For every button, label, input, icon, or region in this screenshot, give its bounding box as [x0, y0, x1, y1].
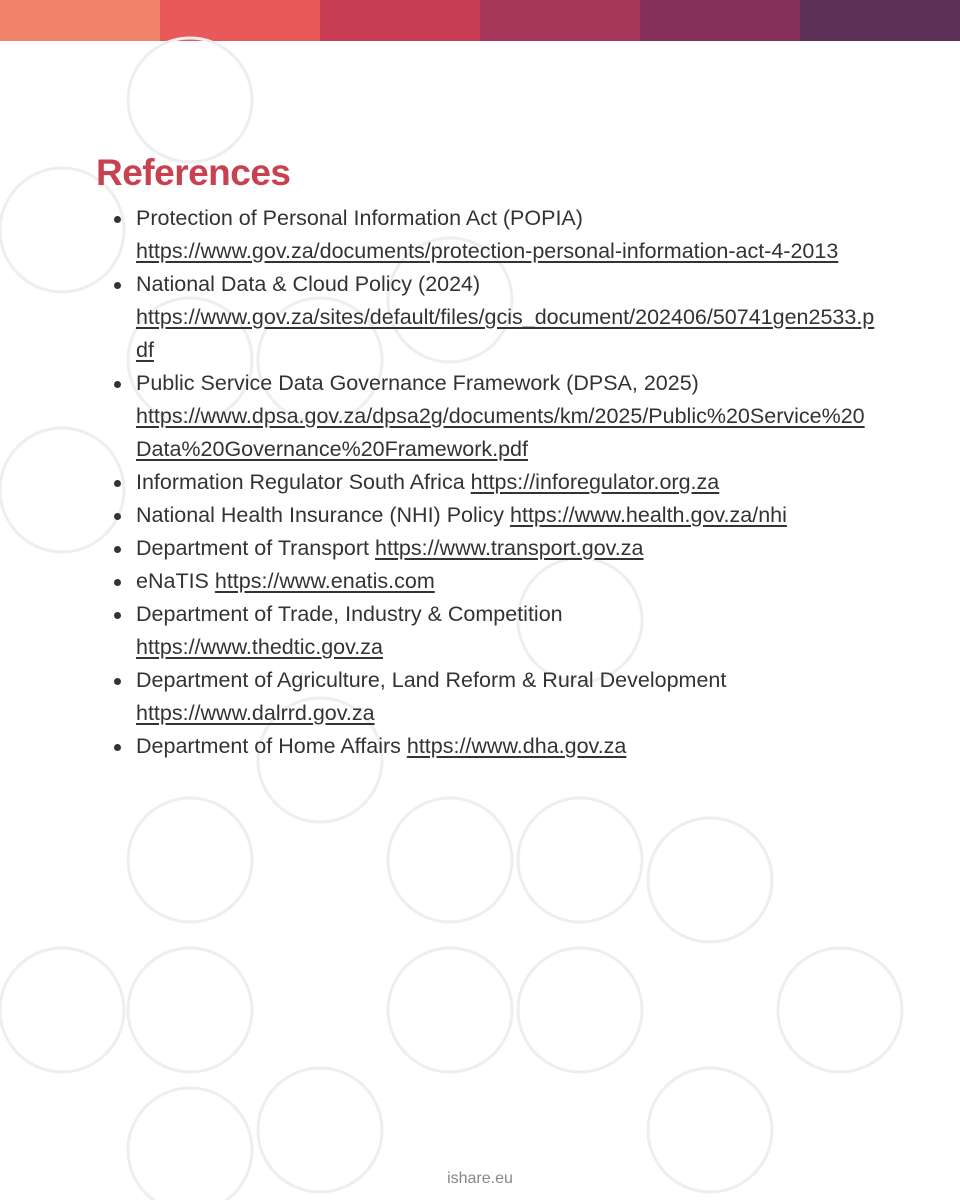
bullet-icon: [114, 513, 121, 520]
bullet-icon: [114, 282, 121, 289]
pattern-circle: [128, 798, 252, 922]
reference-link[interactable]: https://www.gov.za/sites/default/files/gcis_document/202406/50741gen2533.pdf: [136, 305, 875, 362]
bullet-icon: [114, 678, 121, 685]
pattern-circle: [128, 38, 252, 162]
footer-site: ishare.eu: [447, 1170, 513, 1187]
pattern-circle: [388, 798, 512, 922]
reference-label: Protection of Personal Information Act (POPIA): [136, 206, 583, 230]
references-list: [96, 202, 876, 763]
reference-label: National Health Insurance (NHI) Policy: [136, 503, 505, 527]
bullet-icon: [114, 744, 121, 751]
reference-item: [96, 466, 876, 499]
pattern-circle: [128, 948, 252, 1072]
reference-label: Department of Transport: [136, 536, 370, 560]
bullet-icon: [114, 216, 121, 223]
reference-item: [96, 499, 876, 532]
pattern-circle: [518, 798, 642, 922]
reference-link[interactable]: https://www.dha.gov.za: [406, 734, 627, 758]
reference-label: Department of Trade, Industry & Competition: [136, 602, 563, 626]
reference-item: [96, 367, 876, 466]
reference-link[interactable]: https://www.dalrrd.gov.za: [136, 701, 375, 725]
reference-link[interactable]: https://www.health.gov.za/nhi: [510, 503, 787, 527]
bullet-icon: [114, 381, 121, 388]
bullet-icon: [114, 612, 121, 619]
bullet-icon: [114, 546, 121, 553]
references-section: [96, 152, 876, 763]
reference-item: [96, 268, 876, 367]
reference-item: [96, 664, 876, 730]
reference-link[interactable]: https://inforegulator.org.za: [470, 470, 720, 494]
reference-link[interactable]: https://www.transport.gov.za: [375, 536, 644, 560]
reference-item: [96, 565, 876, 598]
reference-label: Public Service Data Governance Framework (DPSA, 2025): [136, 371, 699, 395]
pattern-circle: [388, 948, 512, 1072]
reference-link[interactable]: https://www.thedtic.gov.za: [136, 635, 383, 659]
page-title: References: [96, 152, 291, 193]
reference-item: [96, 598, 876, 664]
pattern-circle: [518, 948, 642, 1072]
reference-link[interactable]: https://www.enatis.com: [214, 569, 435, 593]
pattern-circle: [0, 948, 124, 1072]
pattern-circle: [778, 948, 902, 1072]
reference-item: [96, 202, 876, 268]
bullet-icon: [114, 480, 121, 487]
reference-label: Department of Home Affairs: [136, 734, 401, 758]
reference-link[interactable]: https://www.gov.za/documents/protection-personal-information-act-4-2013: [136, 239, 839, 263]
reference-link[interactable]: https://www.dpsa.gov.za/dpsa2g/documents/km/2025/Public%20Service%20Data%20Governance%20Framework.pdf: [136, 404, 865, 461]
reference-label: Department of Agriculture, Land Reform & Rural Development: [136, 668, 727, 692]
reference-label: Information Regulator South Africa: [136, 470, 465, 494]
bullet-icon: [114, 579, 121, 586]
pattern-circle: [648, 818, 772, 942]
reference-label: eNaTIS: [136, 569, 209, 593]
reference-item: [96, 532, 876, 565]
reference-item: [96, 730, 876, 763]
reference-label: National Data & Cloud Policy (2024): [136, 272, 481, 296]
